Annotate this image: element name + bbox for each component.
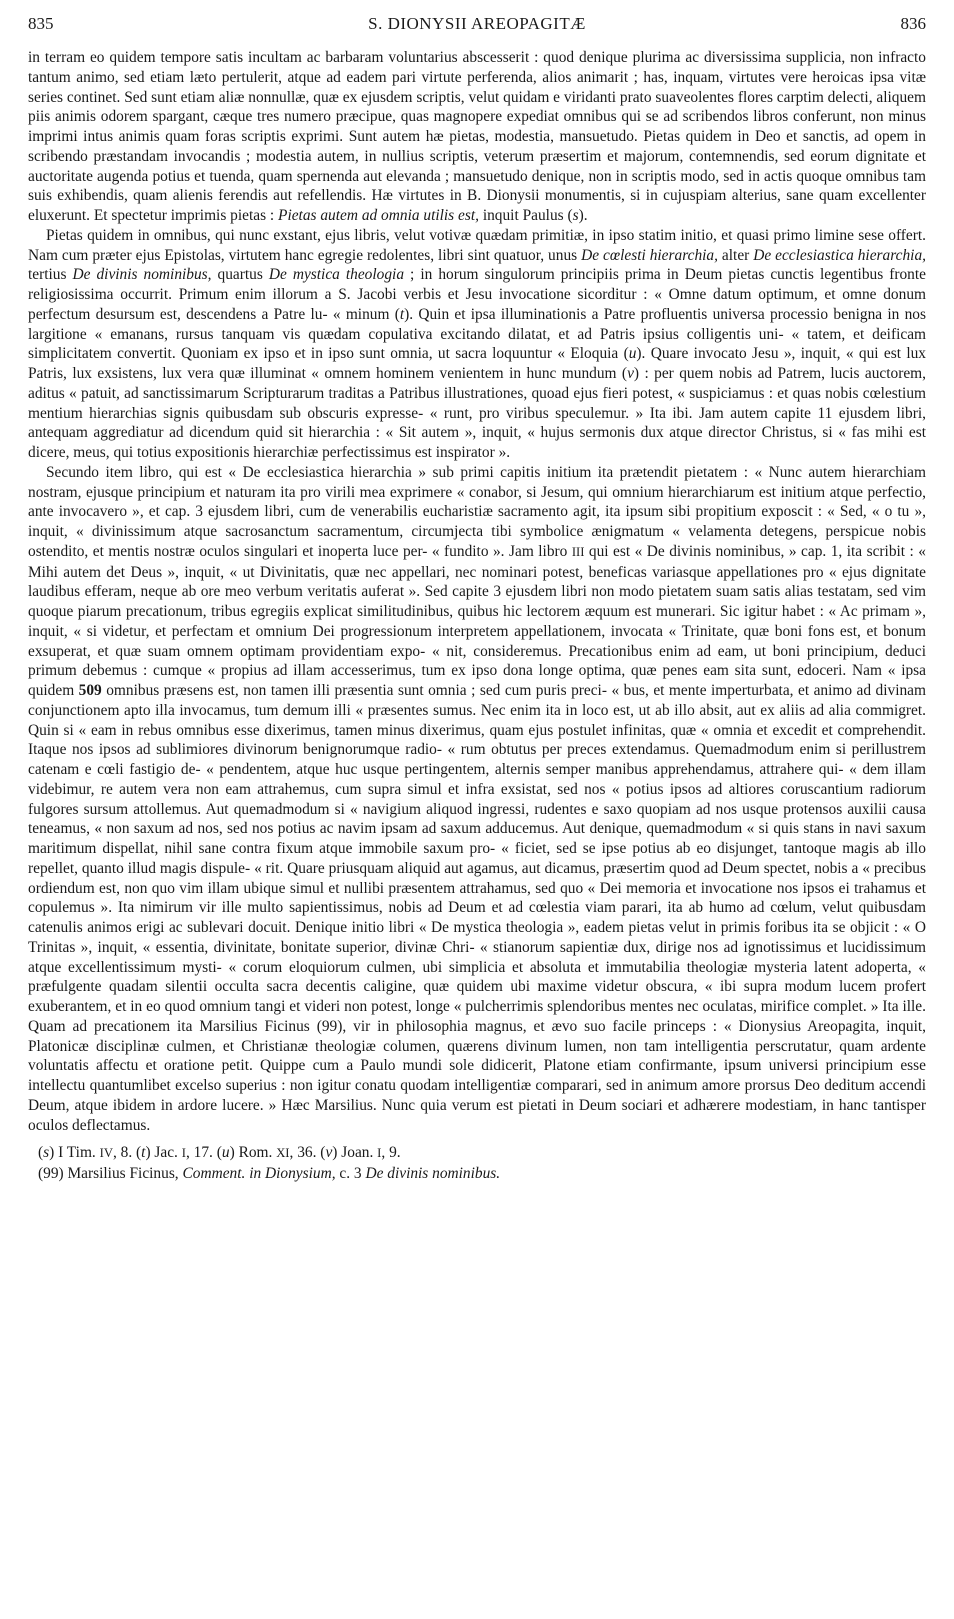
- text-run: (99) Marsilius Ficinus,: [38, 1165, 183, 1182]
- italic-text: u: [221, 1144, 230, 1162]
- text-run: alter: [717, 246, 754, 264]
- text-run: ). Quin et ipsa illuminationis a Patre profluentis universa processio benigna in nos largitione « emanans, rursus tanquam vis quædam copulativa excitando dilatat, et ad Patris ipsius colligentis uni- « tatem, et deificam simplicitatem convertit. Quoniam ex ipso et in ipso sunt omnia, ut sacra loquuntur « Eloquia (: [28, 305, 926, 363]
- footnote: [38, 1164, 926, 1184]
- footnotes: [28, 1143, 926, 1184]
- text-run: , 17. (: [185, 1144, 222, 1162]
- paragraph: [28, 48, 926, 226]
- italic-text: De mystica theologia: [268, 266, 405, 284]
- main-text: [28, 48, 926, 1184]
- footnote: [38, 1143, 926, 1164]
- text-run: ) Rom.: [229, 1144, 277, 1162]
- text-run: Secundo item libro, qui est « De ecclesiastica hierarchia » sub primi capitis initium ita prætendit pietatem : « Nunc autem hierarchiam nostram, ejusque principium et naturam ita pro virili mea exprimere « conabor, si Jesum, qui omnium hierarchiarum est initium atque perfectio, ante invocavero », et cap. 3 ejusdem libri, cum de venerabilis eucharistiæ sacramento agit, ita ipsum sibi propitium exposcit : « Sed, « o tu », inquit, « divinissimum atque sacrosanctum sacramentum, circumjecta tibi symbolice ænigmatum « velamenta detegens, perspicue nobis ostendito, et mentis nostræ oculos singulari et inoperta luce per- « fundito ». Jam libro: [28, 463, 926, 560]
- paragraph: [28, 226, 926, 463]
- italic-text: Pietas autem ad omnia utilis est,: [278, 207, 479, 224]
- text-run: I: [377, 1146, 382, 1161]
- italic-text: De cœlesti hierarchia,: [581, 246, 718, 264]
- text-run: ). Quare invocato Jesu », inquit, « qui est lux Patris, lux exsistens, lux vera quæ illuminat « omnem hominem venientem in hunc mundum (: [28, 345, 926, 382]
- italic-text: v: [627, 365, 634, 382]
- running-header: [28, 14, 926, 38]
- text-run: ).: [578, 207, 588, 224]
- left-page-number: 835: [28, 14, 54, 33]
- text-run: omnibus præsens est, non tamen illi præsentia sunt omnia ; sed cum puris preci- « bus, et mente imperturbata, et animo ad divinam conjunctionem apto illa invocamus, tum demum illi « præsentes sumus. Nec enim ita in loco est, ut ab illo absit, aut ex aliis ad alia commigret. Quin si « eam in rebus omnibus esse dixerimus, tamen minus dixerimus, quam ejus postulet infinitas, quæ « omnia et excedit et comprehendit. Itaque nos ipsos ad sublimiores divinorum benignorumque radio- « rum obtutus per preces extendamus. Quemadmodum enim si perillustrem catenam e cœli fastigio de- « pendentem, atque huc usque pertingentem, alternis semper manibus apprehendamus, attrahere qui- « dem illam videbimur, re autem vera non eam attrahemus, cum supra simul et infra exsistat, sed nos « potius ipsos ad altiores coruscantium radiorum fulgores sursum attollemus. Aut quemadmodum si « navigium aliquod ingressi, rudentes e saxo quopiam ad nos usque protensos auxilii causa teneamus, « non saxum ad nos, sed nos potius ac navim ipsam ad saxum adducemus. Aut denique, quemadmodum « si quis stans in navi saxum maritimum dispellat, nihil sane contra fixum atque immobile saxum pro- « ficiet, sed se ipse potius ab eo disjunget, tantoque magis ab illo repellet, quanto illud magis dispule- « rit. Quare priusquam aliquid aut agamus, aut dicamus, præsertim quod ad Deum spectet, nobis a « precibus ordiendum est, non quo vim illam ubique simul et nullibi præsentem attrahamus, sed quo « Dei memoria et invocatione nos ipsos ei trahamus et copulemus ». Ita nimirum vir ille multo sapientissimus, nobis ad Deum et ad cœlestia viam parari, ita ab humo ad cœlum, velut quibusdam catenulis animos erigi ac sublevari docuit. Denique initio libri « De mystica theologia », eadem pietas velut in primis foribus ita se objicit : « O Trinitas », inquit, « essentia, divinitate, bonitate superior, divinæ Chri- « stianorum sapientiæ dux, dirige nos ad ignotissimus et lucidissimum atque excellentissimum mysti- « corum eloquiorum culmen, ubi simplicia et absoluta et immutabilia theologiæ mysteria latent adoperta, « præfulgente quadam silentii occulta sacra decentis caligine, quæ quidem ubi maxime videtur obscura, « ibi supra modum lucem profert exuberantem, et in eo quod omnium tangi et videri non potest, longe « pulcherrimis splendoribus mentes nec oculatas, mirifice complet. » Ita ille. Quam ad precationem ita Marsilius Ficinus (99), vir in philosophia magnus, et ævo suo facile princeps : « Dionysius Areopagita, inquit, Platonicæ disciplinæ culmen, et Christianæ theologiæ columen, quærens divinum lumen, non tam intelligentia perscrutatur, quam ardente voluntatis affectu et oratione petit. Quippe cum a Paulo mundi sole didicerit, Platone etiam confirmante, ipsum universi principium esse intellectu quantumlibet excelso superius : non igitur conatu quodam intelligentiæ comparari, sed in animum amore prorsus Deo deditum accendi Deum, atque ibidem in ardore lucere. » Hæc Marsilius. Nunc quia verum est pietati in Deum sociari et adhærere modestiam, in hanc tantisper oculos deflectamus.: [28, 682, 926, 1134]
- text-run: I: [181, 1146, 186, 1161]
- italic-text: v: [325, 1144, 333, 1162]
- italic-text: s: [43, 1144, 50, 1162]
- italic-text: u: [628, 345, 637, 363]
- italic-text: s: [572, 207, 579, 224]
- text-run: inquit Paulus (: [478, 207, 573, 224]
- text-run: in terram eo quidem tempore satis incultam ac barbaram voluntarius abscesserit : quod denique plurima ac diversissima supplicia, non infracto tantum animo, sed etiam læto pertulerit, atque ad eadem pari virtute perferenda, alios animarit ; has, inquam, virtutes vere heroicas ipsa vitæ series continet. Sed sunt etiam aliæ nonnullæ, quæ ex ejusdem scriptis, velut quidam e viridanti prato suaveolentes flores carptim delecti, aliquem piis animis odorem spargant, cæque tres numero præcipue, quas magnopere expediat omnibus qui se ad scribendos libros conferunt, non minus imprimi intus animis quam foras scriptis exprimi. Sunt autem hæ pietas, modestia, mansuetudo. Pietas quidem in Deo et sanctis, ad opem in scribendo præstandam invocandis ; modestia autem, in nullius scriptis, veterum præsertim et majorum, contemnendis, sed eorum dignitate et auctoritate augenda potius et tuenda, quam spernenda aut elevanda ; mansuetudo denique, non in scriptis modo, sed in actis quoque omnibus tam suis exhibendis, quam alienis ferendis aut refellendis. Hæ virtutes in B. Dionysii monumentis, si in cujuspiam alterius, sane quam excellenter eluxerunt. Et spectetur imprimis pietas :: [28, 49, 926, 224]
- text-run: ; in horum singulorum principiis prima in Deum pietas cunctis legentibus fronte religiosissima occurrit. Primum enim illorum a S. Jacobi verbis et Jesu invocatione sicorditur : « Omne datum optimum, et omne donum perfectum desursum est, descendens a Patre lu- « minum (: [28, 266, 926, 323]
- italic-text: De divinis nominibus,: [72, 266, 212, 284]
- text-run: qui est « De divinis nominibus, » cap. 1, ita scribit : « Mihi autem det Deus », inquit, « ut Divinitatis, quæ nec appellari, nec nominari potest, beneficas variasque appellationes pro « ejus dignitate laudibus efferam, neque ab ore meo verbum veritatis auferat ». Sed capite 3 ejusdem libri non modo pietatem suam satis alias testatam, sed vim quoque piarum precationum, tribus egregiis explicat similitudinibus, quibus hic lectorem æquum est munerari. Sic igitur habet : « Ac primam », inquit, « si videtur, et perfectam et omnium Dei progressionum interpretem appellationem, invocata « Trinitate, quæ boni fons est, et bonum exsuperat, et quæ suam omnem optimam providentiam expo- « nit, consideremus. Precationibus enim ad eam, ut boni principium, deduci primum debemus : cumque « propius ad illam accesserimus, tum ex ipso dona longe optima, quæ penes eam sita sunt, edoceri. Nam « ipsa quidem: [28, 542, 926, 699]
- text-run: , 9.: [381, 1144, 401, 1162]
- italic-text: t: [399, 305, 405, 323]
- text-run: c. 3: [335, 1165, 366, 1182]
- right-page-number: 836: [900, 14, 926, 33]
- text-run: III: [571, 544, 585, 559]
- text-run: Pietas quidem in omnibus, qui nunc exstant, ejus libris, velut votivæ quædam primitiæ, in ipso statim initio, et quasi primo limine sese offert. Nam cum præter ejus Epistolas, virtutem hanc egregie redolentes, libri sint quatuor, unus: [28, 226, 926, 264]
- paragraph: [28, 463, 926, 1136]
- italic-text: Comment. in Dionysium,: [182, 1165, 336, 1182]
- text-run: ) Jac.: [145, 1144, 182, 1162]
- text-run: quartus: [211, 266, 269, 284]
- text-run: ) I Tim.: [49, 1144, 100, 1162]
- italic-text: t: [141, 1144, 146, 1162]
- bold-text: 509: [78, 682, 102, 699]
- text-run: , 8. (: [112, 1144, 142, 1162]
- running-title: S. DIONYSII AREOPAGITÆ: [368, 14, 586, 33]
- text-run: , 36. (: [289, 1144, 326, 1162]
- italic-text: De ecclesiastica hierarchia,: [753, 246, 926, 264]
- text-run: XI: [276, 1146, 290, 1161]
- text-run: ) Joan.: [332, 1144, 378, 1162]
- text-run: (: [38, 1144, 44, 1162]
- text-run: IV: [99, 1146, 113, 1161]
- text-run: ) : per quem nobis ad Patrem, lucis auctorem, aditus « patuit, ad sanctissimarum Scripturarum traditas a Patribus illustrationes, quoad ejus fieri potest, « suspiciamus : et quas nobis cœlestium mentium hierarchias signis quibusdam sub obscuris expresse- « runt, pro viribus speculemur. » Ita ibi. Jam autem capite 11 ejusdem libri, antequam aggrediatur ad dicendum quid sit hierarchia : « Sit autem », inquit, « hujus sermonis dux atque director Christus, si « fas mihi est dicere, meus, qui totius expositionis hierarchiæ perfectissimus est inspirator ».: [28, 365, 926, 461]
- text-run: tertius: [28, 266, 73, 284]
- italic-text: De divinis nominibus.: [365, 1165, 501, 1182]
